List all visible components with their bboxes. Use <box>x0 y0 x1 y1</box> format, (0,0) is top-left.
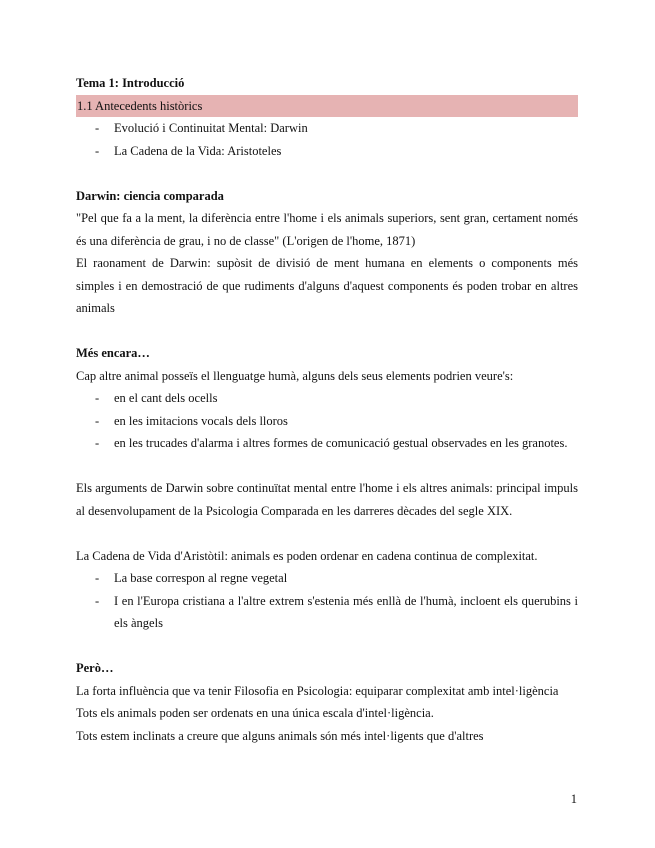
list-item: - I en l'Europa cristiana a l'altre extrem s'estenia més enllà de l'humà, incloent els querubins i els àngels <box>76 590 578 635</box>
bullet-dash: - <box>95 593 100 608</box>
topic-heading: Tema 1: Introducció <box>76 76 185 90</box>
mes-encara-heading: Més encara… <box>76 346 150 360</box>
pero-line: Tots estem inclinats a creure que alguns animals són més intel·ligents que d'altres <box>76 728 484 743</box>
bullet-dash: - <box>95 436 100 450</box>
document-page <box>76 72 578 747</box>
darwin-reasoning: El raonament de Darwin: supòsit de divisió de ment humana en elements o components més simples i en demostració de que rudiments d'alguns d'aquest components és poden trobar en altres animals <box>76 256 578 315</box>
list-item: - en les trucades d'alarma i altres formes de comunicació gestual observades en les granotes. <box>76 432 578 455</box>
cadena-intro: La Cadena de Vida d'Aristòtil: animals es poden ordenar en cadena continua de complexitat. <box>76 548 538 563</box>
bullet-dash: - <box>95 121 100 135</box>
bullet-dash: - <box>95 413 100 428</box>
pero-line: La forta influència que va tenir Filosofia en Psicologia: equiparar complexitat amb intel·ligència <box>76 683 559 698</box>
darwin-conclusion: Els arguments de Darwin sobre continuïtat mental entre l'home i els altres animals: principal impuls al desenvolupament de la Psicologia Comparada en les darreres dècades del segle XIX. <box>76 481 578 518</box>
pero-line: Tots els animals poden ser ordenats en una única escala d'intel·ligència. <box>76 706 434 720</box>
list-item: - La Cadena de la Vida: Aristoteles <box>76 140 578 163</box>
bullet-dash: - <box>95 143 100 158</box>
language-intro: Cap altre animal posseïs el llenguatge humà, alguns dels seus elements podrien veure's: <box>76 368 514 383</box>
list-item: - La base correspon al regne vegetal <box>76 567 578 590</box>
section-heading-highlighted: 1.1 Antecedents històrics <box>76 95 578 118</box>
bullet-dash: - <box>95 391 100 405</box>
darwin-heading: Darwin: ciencia comparada <box>76 188 224 203</box>
pero-heading: Però… <box>76 661 114 675</box>
list-item: - Evolució i Continuitat Mental: Darwin <box>76 117 578 140</box>
page-number: 1 <box>570 792 577 806</box>
list-item: - en les imitacions vocals dels lloros <box>76 410 578 433</box>
list-item: - en el cant dels ocells <box>76 387 578 410</box>
bullet-dash: - <box>95 571 100 585</box>
darwin-quote: "Pel que fa a la ment, la diferència entre l'home i els animals superiors, sent gran, certament només és una diferència de grau, i no de classe" (L'origen de l'home, 1871) <box>76 211 578 248</box>
